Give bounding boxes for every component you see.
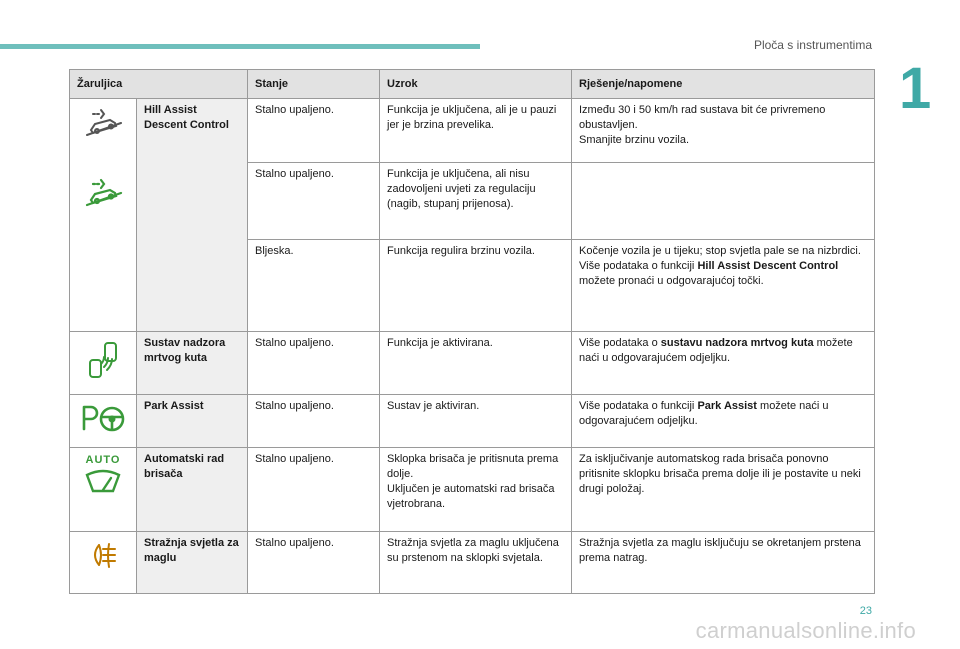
table-row	[70, 99, 875, 163]
solution-cell: Za isključivanje automatskog rada brisača ponovno pritisnite sklopku brisača prema dolje ili je postavite u neki drugi položaj.	[572, 448, 875, 532]
solution-cell	[572, 99, 875, 163]
solution-cell	[572, 395, 875, 448]
cause-cell: Funkcija je uključena, ali nisu zadovoljeni uvjeti za regulaciju (nagib, stupanj prijenosa).	[380, 163, 572, 240]
table-row	[70, 395, 875, 448]
solution-bold-text: sustavu nadzora mrtvog kuta	[660, 337, 814, 349]
hill-descent-inactive-icon	[81, 107, 125, 137]
lamp-icon-cell	[70, 532, 137, 594]
state-cell: Stalno upaljeno.	[248, 532, 380, 594]
solution-line: Kočenje vozila je u tijeku; stop svjetla pale se na nizbrdici.	[579, 245, 861, 257]
cause-cell	[380, 448, 572, 532]
solution-bold-text: Park Assist	[697, 400, 757, 412]
header-accent-bar	[0, 44, 480, 49]
park-assist-icon	[79, 403, 127, 433]
lamp-icon-cell	[70, 448, 137, 532]
blind-spot-icon	[83, 340, 123, 380]
solution-text: možete naći u odgovarajućem odjeljku.	[579, 337, 853, 364]
column-header-solution: Rješenje/napomene	[572, 70, 875, 99]
state-cell: Bljeska.	[248, 240, 380, 332]
lamp-icon-cell	[70, 332, 137, 395]
table-row	[70, 332, 875, 395]
auto-wipers-icon	[83, 469, 123, 495]
cause-cell: Funkcija je uključena, ali je u pauzi jer je brzina prevelika.	[380, 99, 572, 163]
lamp-name: Park Assist	[137, 395, 248, 448]
cause-line: Sklopka brisača je pritisnuta prema dolje.	[387, 453, 559, 480]
solution-text: Više podataka o	[579, 337, 661, 349]
lamp-icon-cell	[70, 99, 137, 332]
state-cell: Stalno upaljeno.	[248, 448, 380, 532]
column-header-lamp: Žaruljica	[70, 70, 248, 99]
chapter-number: 1	[899, 56, 932, 121]
section-title: Ploča s instrumentima	[753, 38, 872, 52]
state-cell: Stalno upaljeno.	[248, 99, 380, 163]
solution-line	[579, 259, 868, 289]
lamp-icon-cell	[70, 395, 137, 448]
state-cell: Stalno upaljeno.	[248, 332, 380, 395]
state-cell: Stalno upaljeno.	[248, 395, 380, 448]
solution-cell	[572, 163, 875, 240]
solution-text: možete naći u odgovarajućem odjeljku.	[579, 400, 829, 427]
auto-label: AUTO	[85, 454, 121, 466]
table-row	[70, 448, 875, 532]
table-row	[70, 532, 875, 594]
solution-cell: Stražnja svjetla za maglu isključuju se okretanjem prstena prema natrag.	[572, 532, 875, 594]
lamp-name: Hill Assist Descent Control	[137, 99, 248, 332]
page-number: 23	[859, 605, 872, 617]
rear-fog-lamp-icon	[86, 540, 120, 570]
solution-text: Više podataka o funkciji	[579, 260, 698, 272]
solution-line: Između 30 i 50 km/h rad sustava bit će privremeno obustavljen.	[579, 104, 826, 131]
solution-cell	[572, 240, 875, 332]
solution-line: Smanjite brzinu vozila.	[579, 134, 690, 146]
cause-line: Uključen je automatski rad brisača vjetrobrana.	[387, 483, 555, 510]
lamp-name: Sustav nadzora mrtvog kuta	[137, 332, 248, 395]
hill-descent-active-icon	[81, 177, 125, 207]
lamp-name: Automatski rad brisača	[137, 448, 248, 532]
cause-cell: Funkcija regulira brzinu vozila.	[380, 240, 572, 332]
cause-cell: Funkcija je aktivirana.	[380, 332, 572, 395]
lamp-name: Stražnja svjetla za maglu	[137, 532, 248, 594]
table-header-row	[70, 70, 875, 99]
solution-cell	[572, 332, 875, 395]
column-header-state: Stanje	[248, 70, 380, 99]
solution-bold-text: Hill Assist Descent Control	[697, 260, 839, 272]
column-header-cause: Uzrok	[380, 70, 572, 99]
cause-cell: Sustav je aktiviran.	[380, 395, 572, 448]
solution-text: Više podataka o funkciji	[579, 400, 698, 412]
watermark: carmanualsonline.info	[695, 618, 916, 643]
warning-lamps-table	[69, 69, 875, 594]
cause-cell: Stražnja svjetla za maglu uključena su prstenom na sklopki svjetala.	[380, 532, 572, 594]
solution-text: možete pronaći u odgovarajućoj točki.	[579, 275, 764, 287]
state-cell: Stalno upaljeno.	[248, 163, 380, 240]
